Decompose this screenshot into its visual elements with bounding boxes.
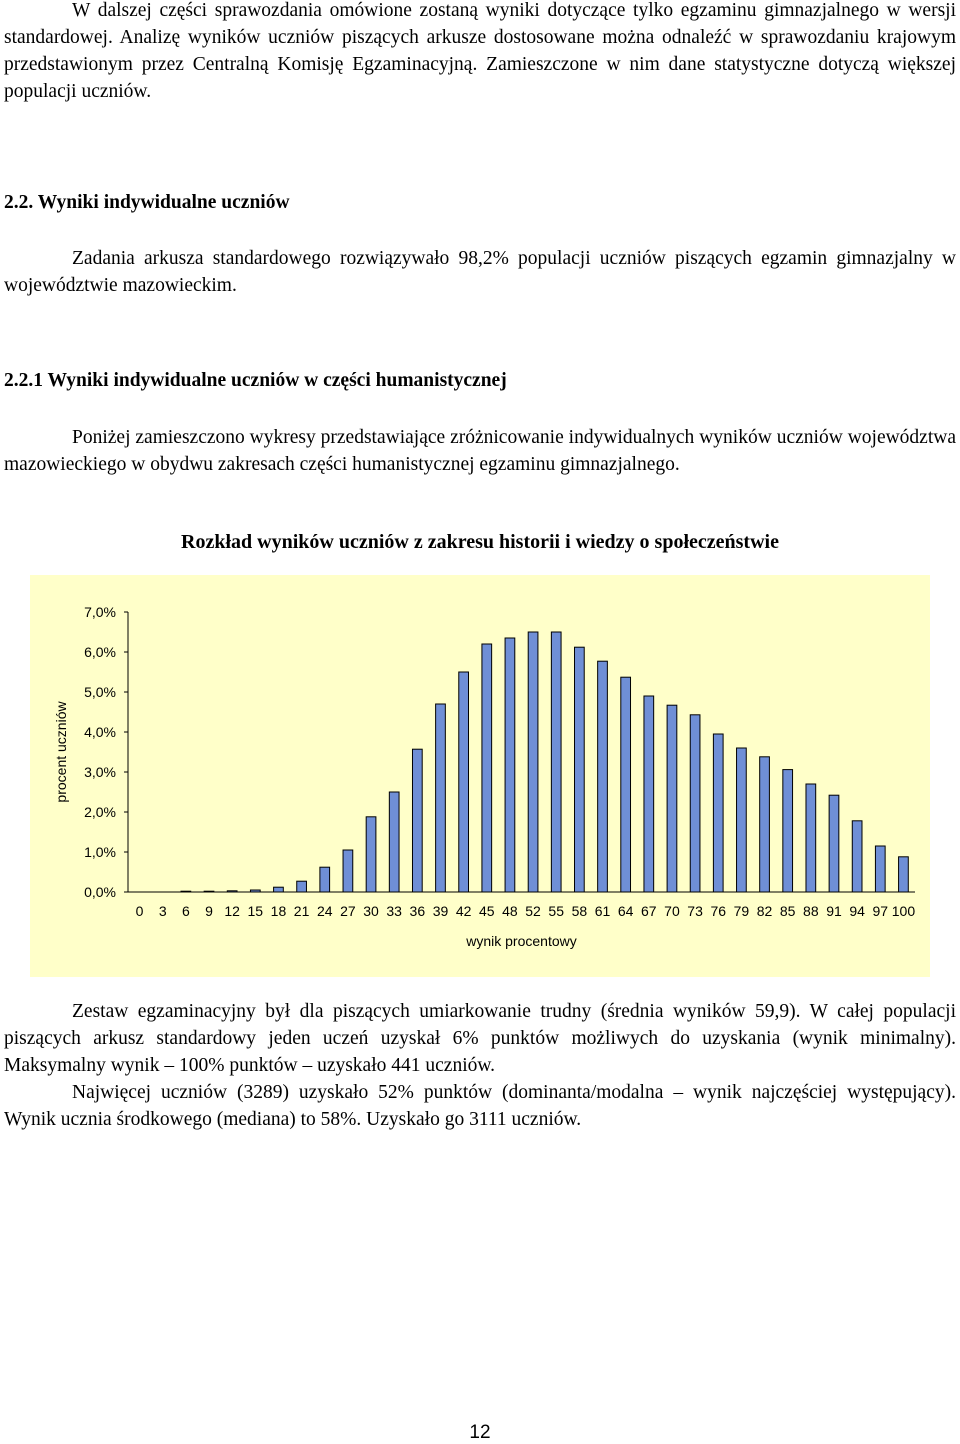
- bar-82: [760, 757, 770, 892]
- bar-52: [528, 632, 538, 892]
- bar-33: [389, 792, 399, 892]
- x-tick-label: 45: [478, 903, 495, 919]
- chart-area: [30, 575, 930, 977]
- x-tick-label: 70: [664, 903, 680, 919]
- x-tick-label: 12: [224, 903, 240, 919]
- bar-64: [621, 677, 631, 892]
- x-tick-label: 27: [340, 903, 356, 919]
- y-ticks-layer: [84, 604, 128, 900]
- summary-paragraph-1: Zestaw egzaminacyjny był dla piszących umiarkowanie trudny (średnia wyników 59,9). W całej populacji piszących arkusz standardowy jeden uczeń uzyskał 6% punktów możliwych do uzyskania (wynik minimalny). Maksymalny wynik – 100% punktów – uzyskało 441 uczniów.: [4, 1001, 956, 1076]
- x-tick-label: 79: [733, 903, 750, 919]
- x-tick-label: 30: [363, 903, 379, 919]
- bar-48: [505, 638, 515, 892]
- bar-94: [852, 821, 862, 892]
- bar-36: [412, 749, 422, 892]
- x-tick-label: 39: [432, 903, 449, 919]
- section-heading-2-2: 2.2. Wyniki indywidualne uczniów: [4, 192, 290, 213]
- bar-73: [690, 715, 700, 892]
- bar-91: [829, 795, 839, 892]
- section-2-2-1-paragraph: Poniżej zamieszczono wykresy przedstawiające zróżnicowanie indywidualnych wyników uczniów województwa mazowieckiego w obydwu zakresach części humanistycznej egzaminu gimnazjalnego.: [4, 427, 956, 475]
- bar-21: [297, 881, 307, 892]
- x-tick-label: 94: [849, 903, 865, 919]
- bar-58: [575, 647, 585, 892]
- x-tick-label: 15: [247, 903, 264, 919]
- x-tick-label: 64: [617, 903, 634, 919]
- bar-67: [644, 696, 654, 892]
- page-number: 12: [469, 1422, 491, 1443]
- bar-39: [436, 704, 446, 892]
- x-ticks-layer: [136, 903, 916, 919]
- x-tick-label: 67: [641, 903, 657, 919]
- x-tick-label: 58: [571, 903, 588, 919]
- x-tick-label: 48: [502, 903, 518, 919]
- y-tick-label: 1,0%: [84, 844, 116, 860]
- y-tick-label: 2,0%: [84, 804, 116, 820]
- x-tick-label: 33: [386, 903, 402, 919]
- x-tick-label: 82: [756, 903, 773, 919]
- x-tick-label: 52: [525, 903, 541, 919]
- x-tick-label: 97: [872, 903, 889, 919]
- chart-title: Rozkład wyników uczniów z zakresu historii i wiedzy o społeczeństwie: [181, 531, 779, 553]
- bar-42: [459, 672, 469, 892]
- bar-30: [366, 817, 376, 892]
- bar-100: [899, 857, 909, 892]
- x-tick-label: 0: [135, 903, 144, 919]
- histogram-chart: [30, 575, 930, 977]
- section-heading-2-2-1: 2.2.1 Wyniki indywidualne uczniów w części humanistycznej: [4, 370, 507, 391]
- y-tick-label: 6,0%: [84, 644, 116, 660]
- bar-76: [713, 734, 723, 892]
- summary-paragraph-2: Najwięcej uczniów (3289) uzyskało 52% punktów (dominanta/modalna – wynik najczęściej występujący). Wynik ucznia środkowego (mediana) to 58%. Uzyskało go 3111 uczniów.: [4, 1082, 956, 1130]
- bar-61: [598, 661, 608, 892]
- x-tick-label: 88: [803, 903, 819, 919]
- y-tick-label: 7,0%: [84, 604, 116, 620]
- x-axis-label: wynik procentowy: [466, 933, 577, 949]
- x-tick-label: 76: [710, 903, 727, 919]
- bar-18: [274, 887, 284, 892]
- x-tick-label: 36: [409, 903, 426, 919]
- x-tick-label: 24: [316, 903, 333, 919]
- x-tick-label: 21: [293, 903, 310, 919]
- y-tick-label: 3,0%: [84, 764, 116, 780]
- x-tick-label: 73: [687, 903, 703, 919]
- x-tick-label: 91: [826, 903, 842, 919]
- bars-layer: [181, 632, 908, 892]
- bar-27: [343, 850, 353, 892]
- intro-paragraph: W dalszej części sprawozdania omówione zostaną wyniki dotyczące tylko egzaminu gimnazjalnego w wersji standardowej. Analizę wyników uczniów piszących arkusze dostosowane można odnaleźć w sprawozdaniu krajowym przedstawionym przez Centralną Komisję Egzaminacyjną. Zamieszczone w nim dane statystyczne dotyczą większej populacji uczniów.: [4, 0, 956, 102]
- x-tick-label: 85: [779, 903, 796, 919]
- y-axis-label: procent uczniów: [53, 701, 69, 803]
- x-tick-label: 9: [205, 903, 213, 919]
- y-tick-label: 0,0%: [84, 884, 116, 900]
- y-tick-label: 5,0%: [84, 684, 116, 700]
- bar-97: [875, 846, 885, 892]
- x-tick-label: 100: [891, 903, 916, 919]
- x-tick-label: 42: [455, 903, 472, 919]
- x-tick-label: 61: [594, 903, 611, 919]
- x-tick-label: 18: [270, 903, 287, 919]
- x-tick-label: 3: [158, 903, 167, 919]
- x-tick-label: 55: [548, 903, 565, 919]
- bar-45: [482, 644, 492, 892]
- bar-55: [551, 632, 561, 892]
- bar-88: [806, 784, 816, 892]
- bar-24: [320, 867, 330, 892]
- section-2-2-paragraph: Zadania arkusza standardowego rozwiązywało 98,2% populacji uczniów piszących egzamin gimnazjalny w województwie mazowieckim.: [4, 248, 956, 296]
- y-tick-label: 4,0%: [84, 724, 116, 740]
- x-tick-label: 6: [181, 903, 190, 919]
- bar-79: [737, 748, 747, 892]
- bar-70: [667, 705, 677, 892]
- bar-85: [783, 770, 793, 892]
